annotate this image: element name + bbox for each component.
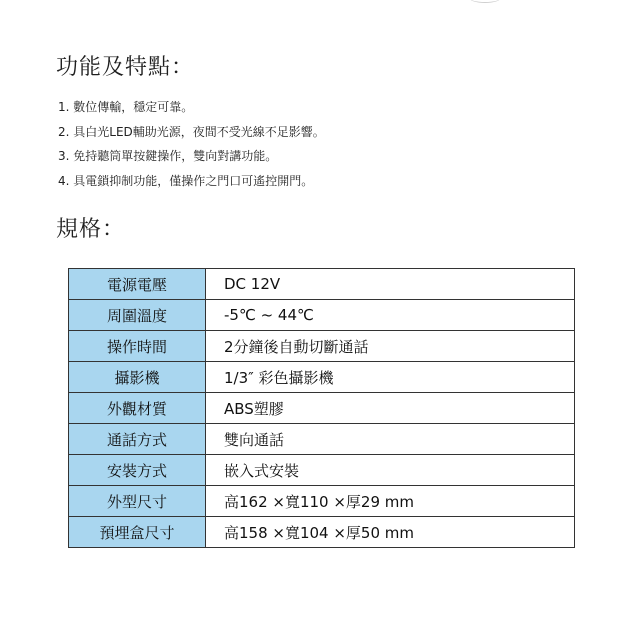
spec-label: 通話方式 <box>69 424 206 455</box>
spec-value: 1/3″ 彩色攝影機 <box>206 362 575 393</box>
spec-row-call-mode <box>69 424 575 455</box>
spec-value: 2分鐘後自動切斷通話 <box>206 331 575 362</box>
feature-item: 1. 數位傳輸，穩定可靠。 <box>58 100 194 114</box>
feature-item: 2. 具白光LED輔助光源，夜間不受光線不足影響。 <box>58 124 325 139</box>
spec-label: 電源電壓 <box>69 269 206 300</box>
spec-row-backbox-dimensions <box>69 517 575 548</box>
spec-row-power <box>69 269 575 300</box>
spec-label: 外觀材質 <box>69 393 206 424</box>
features-heading: 功能及特點： <box>56 55 195 80</box>
spec-label: 操作時間 <box>69 331 206 362</box>
spec-label: 攝影機 <box>69 362 206 393</box>
feature-item: 4. 具電鎖抑制功能，僅操作之門口可遙控開門。 <box>58 173 314 188</box>
decorative-arc <box>470 0 500 3</box>
spec-row-camera <box>69 362 575 393</box>
spec-value: ABS塑膠 <box>206 393 575 424</box>
specs-heading: 規格： <box>56 217 126 242</box>
spec-row-installation <box>69 455 575 486</box>
spec-row-operation-time <box>69 331 575 362</box>
spec-value: 雙向通話 <box>206 424 575 455</box>
spec-value: 嵌入式安裝 <box>206 455 575 486</box>
spec-label: 安裝方式 <box>69 455 206 486</box>
features-list <box>58 95 325 193</box>
spec-label: 外型尺寸 <box>69 486 206 517</box>
spec-label: 預埋盒尺寸 <box>69 517 206 548</box>
spec-row-temperature <box>69 300 575 331</box>
spec-row-material <box>69 393 575 424</box>
spec-table <box>68 268 575 548</box>
feature-item: 3. 免持聽筒單按鍵操作，雙向對講功能。 <box>58 149 278 163</box>
spec-row-dimensions <box>69 486 575 517</box>
spec-value: -5℃ ~ 44℃ <box>206 300 575 331</box>
spec-label: 周圍溫度 <box>69 300 206 331</box>
spec-value: 高162 ×寬110 ×厚29 mm <box>206 486 575 517</box>
spec-value: 高158 ×寬104 ×厚50 mm <box>206 517 575 548</box>
spec-value: DC 12V <box>206 269 575 300</box>
